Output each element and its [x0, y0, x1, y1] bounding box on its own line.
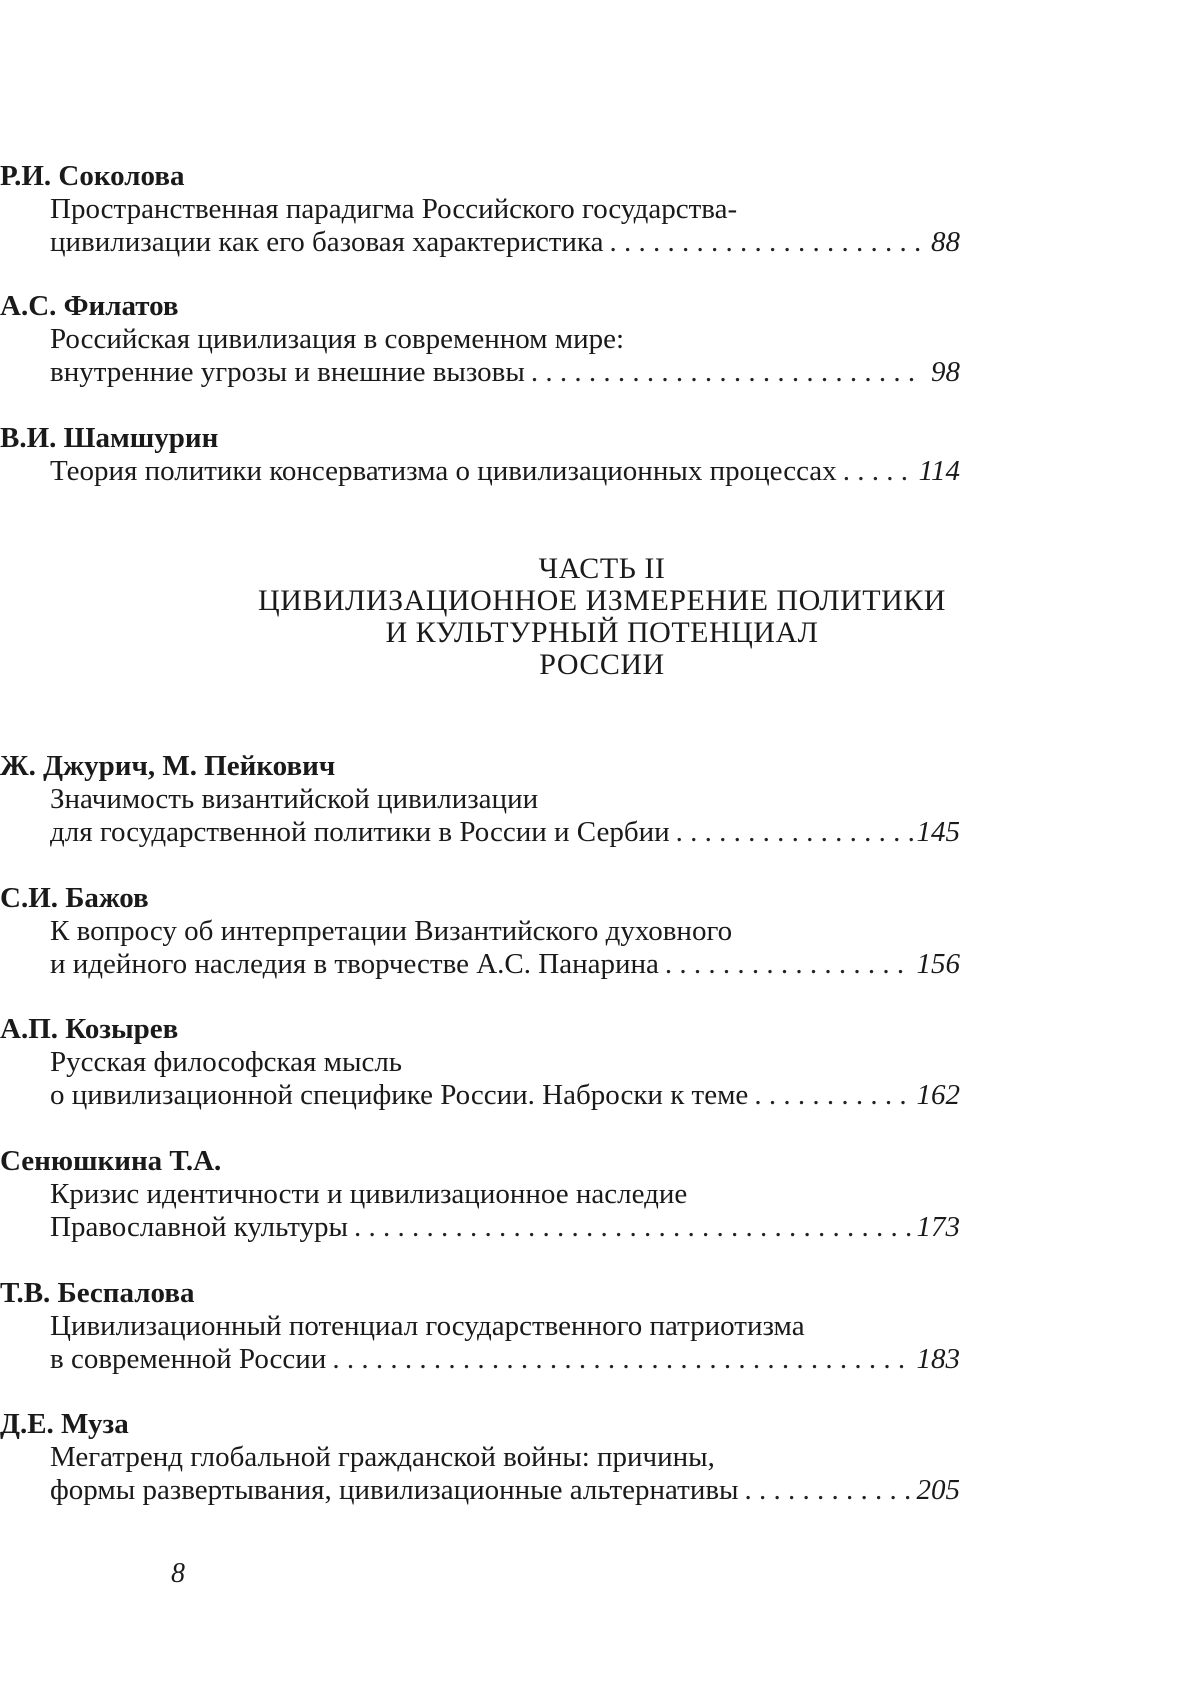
dot-leader [531, 356, 922, 389]
dot-leader [332, 1343, 912, 1376]
entry-author: Т.В. Беспалова [0, 1277, 195, 1309]
entry-page-number: 114 [918, 455, 960, 487]
entry-title-last-line [0, 356, 960, 389]
entry-page-number: 145 [916, 816, 960, 848]
entry-page-number: 88 [931, 226, 960, 258]
entry-page-number: 173 [916, 1211, 960, 1243]
toc-entry [0, 422, 960, 488]
entry-title-text: цивилизации как его базовая характеристика [50, 226, 604, 258]
entry-page-number: 162 [916, 1079, 960, 1111]
toc-entry [0, 290, 960, 389]
toc-entry [0, 1277, 960, 1376]
entry-title-line: Значимость византийской цивилизации [50, 783, 539, 815]
entry-title-last-line [0, 1211, 960, 1244]
entry-page-number: 98 [931, 356, 960, 388]
entry-title-last-line [0, 1474, 960, 1507]
toc-entry [0, 160, 960, 259]
dot-leader [754, 1079, 912, 1112]
entry-title-line: К вопросу об интерпретации Византийского духовного [50, 915, 733, 947]
entry-title-last-line [0, 1343, 960, 1376]
entry-title-line: Мегатренд глобальной гражданской войны: причины, [50, 1441, 715, 1473]
entry-author: А.С. Филатов [0, 290, 179, 322]
entry-title-last-line [0, 455, 960, 488]
page-number: 8 [171, 1558, 185, 1589]
entry-page-number: 205 [916, 1474, 960, 1506]
entry-author: Д.Е. Муза [0, 1408, 129, 1440]
toc-entry [0, 1013, 960, 1112]
entry-title-line: Кризис идентичности и цивилизационное наследие [50, 1178, 688, 1210]
toc-entry [0, 1408, 960, 1507]
part-title-line: И КУЛЬТУРНЫЙ ПОТЕНЦИАЛ [385, 616, 819, 649]
part-title-line: ЦИВИЛИЗАЦИОННОЕ ИЗМЕРЕНИЕ ПОЛИТИКИ [258, 584, 946, 617]
entry-title-text: о цивилизационной специфике России. Наброски к теме [50, 1079, 749, 1111]
dot-leader [676, 816, 913, 849]
entry-title-text: в современной России [50, 1343, 327, 1375]
dot-leader [665, 948, 913, 981]
entry-title-line: Пространственная парадигма Российского государства- [50, 193, 738, 225]
entry-page-number: 183 [916, 1343, 960, 1375]
entry-author: С.И. Бажов [0, 882, 149, 914]
entry-title-line: Цивилизационный потенциал государственного патриотизма [50, 1310, 805, 1342]
part-number: ЧАСТЬ II [538, 552, 666, 585]
entry-author: Ж. Джурич, М. Пейкович [0, 750, 336, 782]
entry-title-line: Российская цивилизация в современном мире: [50, 323, 625, 355]
entry-title-last-line [0, 948, 960, 981]
dot-leader [354, 1211, 912, 1244]
dot-leader [609, 226, 922, 259]
toc-entry [0, 882, 960, 981]
toc-entry [0, 1145, 960, 1244]
entry-title-text: Теория политики консерватизма о цивилизационных процессах [50, 455, 837, 487]
entry-title-last-line [0, 1079, 960, 1112]
entry-title-line: Русская философская мысль [50, 1046, 403, 1078]
entry-title-text: и идейного наследия в творчестве А.С. Панарина [50, 948, 659, 980]
entry-author: А.П. Козырев [0, 1013, 179, 1045]
entry-author: Сенюшкина Т.А. [0, 1145, 222, 1177]
dot-leader [745, 1474, 913, 1507]
entry-title-text: Православной культуры [50, 1211, 349, 1243]
entry-title-text: формы развертывания, цивилизационные альтернативы [50, 1474, 739, 1506]
toc-entry [0, 750, 960, 849]
part-heading [122, 553, 1082, 681]
part-title-line: РОССИИ [539, 648, 665, 681]
entry-author: Р.И. Соколова [0, 160, 185, 192]
entry-page-number: 156 [916, 948, 960, 980]
entry-author: В.И. Шамшурин [0, 422, 219, 454]
entry-title-last-line [0, 816, 960, 849]
entry-title-last-line [0, 226, 960, 259]
entry-title-text: внутренние угрозы и внешние вызовы [50, 356, 525, 388]
entry-title-text: для государственной политики в России и Сербии [50, 816, 670, 848]
dot-leader [843, 455, 915, 488]
